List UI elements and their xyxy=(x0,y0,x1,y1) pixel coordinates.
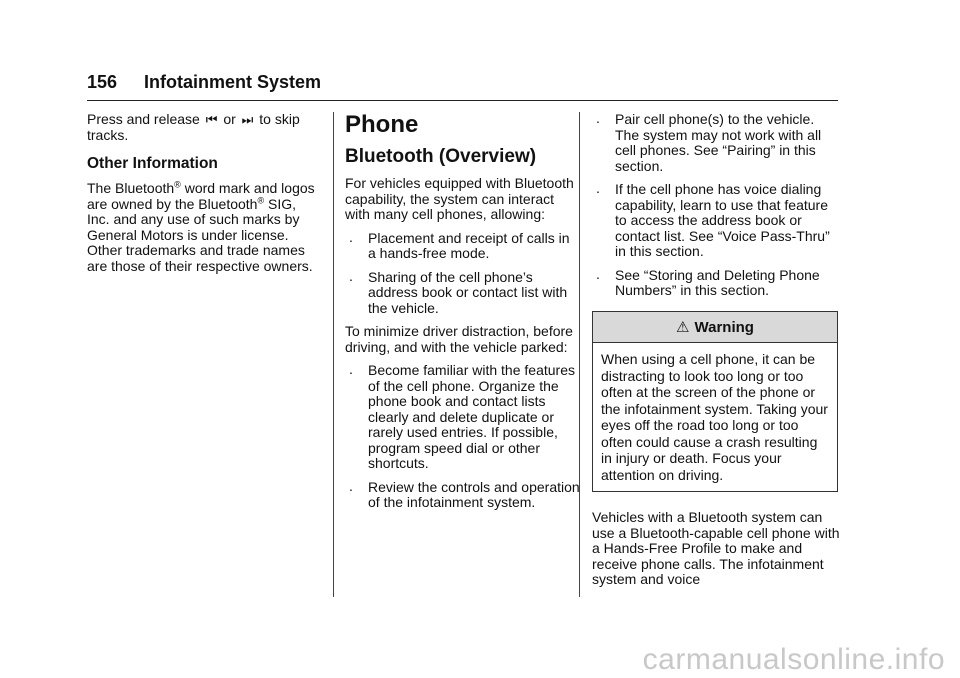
warning-icon: ⚠ xyxy=(676,318,690,336)
list-item: . Become familiar with the features of the cell phone. Organize the phone book and contact lists clearly and delete duplicate or rarely used entries. If possible, program speed dial or other shortcuts. xyxy=(349,361,575,471)
list-item: . Review the controls and operation of the infotainment system. xyxy=(349,477,580,510)
distraction-paragraph: To minimize driver distraction, before driving, and with the vehicle parked: xyxy=(345,323,573,355)
section-title: Infotainment System xyxy=(144,72,322,92)
registered-mark: ® xyxy=(257,194,265,205)
previous-track-icon: ⏮ xyxy=(205,112,218,127)
bullet-mark: . xyxy=(349,477,353,494)
trademark-paragraph: The Bluetooth® word mark and logos are owned by the Bluetooth® SIG, Inc. and any use of such marks by General Motors is under license. Other trademarks and trade names are those of their respective owners. xyxy=(87,179,315,274)
bullet-mark: . xyxy=(349,361,353,377)
page-header xyxy=(87,70,838,101)
bullet-mark: . xyxy=(596,110,600,126)
column-right xyxy=(592,112,840,596)
page-number: 156 xyxy=(87,72,118,92)
phone-heading: Phone xyxy=(345,111,419,138)
other-information-heading: Other Information xyxy=(87,155,218,172)
bullet-mark: . xyxy=(349,228,353,245)
skip-tracks-paragraph: Press and release ⏮ or ⏭ to skip tracks. xyxy=(87,111,300,143)
list-item: . Sharing of the cell phone’s address book or contact list with the vehicle. xyxy=(349,267,568,316)
warning-title: Warning xyxy=(694,318,754,336)
bullet-mark: . xyxy=(596,265,600,282)
intro-paragraph: For vehicles equipped with Bluetooth capability, the system can interact with many cell phones, allowing: xyxy=(345,175,574,222)
bullet-mark: . xyxy=(349,267,353,284)
watermark: carmanualsonline.info xyxy=(642,643,945,676)
bullet-mark: . xyxy=(596,180,600,196)
list-item: . If the cell phone has voice dialing capability, learn to use that feature to access the address book or contact list. See “Voice Pass-Thru” in this section. xyxy=(596,180,830,259)
column-divider xyxy=(333,112,334,597)
registered-mark: ® xyxy=(174,179,181,190)
column-middle xyxy=(345,112,580,519)
list-item: . Placement and receipt of calls in a hands-free mode. xyxy=(349,228,570,261)
warning-box xyxy=(592,311,838,493)
next-track-icon: ⏭ xyxy=(241,112,254,127)
list-item: . Pair cell phone(s) to the vehicle. The system may not work with all cell phones. See “Pairing” in this section. xyxy=(596,110,822,174)
closing-paragraph: Vehicles with a Bluetooth system can use a Bluetooth-capable cell phone with a Hands-Free Profile to make and receive phone calls. The infotainment system and voice xyxy=(592,509,840,587)
warning-text: When using a cell phone, it can be distracting to look too long or too often at the screen of the phone or the infotainment system. Taking your eyes off the road too long or too often could cause a crash resulting in injury or death. Focus your attention on driving. xyxy=(601,351,828,483)
warning-header xyxy=(593,312,837,344)
list-item: . See “Storing and Deleting Phone Numbers” in this section. xyxy=(596,265,820,298)
bluetooth-overview-heading: Bluetooth (Overview) xyxy=(345,146,537,167)
column-left xyxy=(87,112,322,282)
